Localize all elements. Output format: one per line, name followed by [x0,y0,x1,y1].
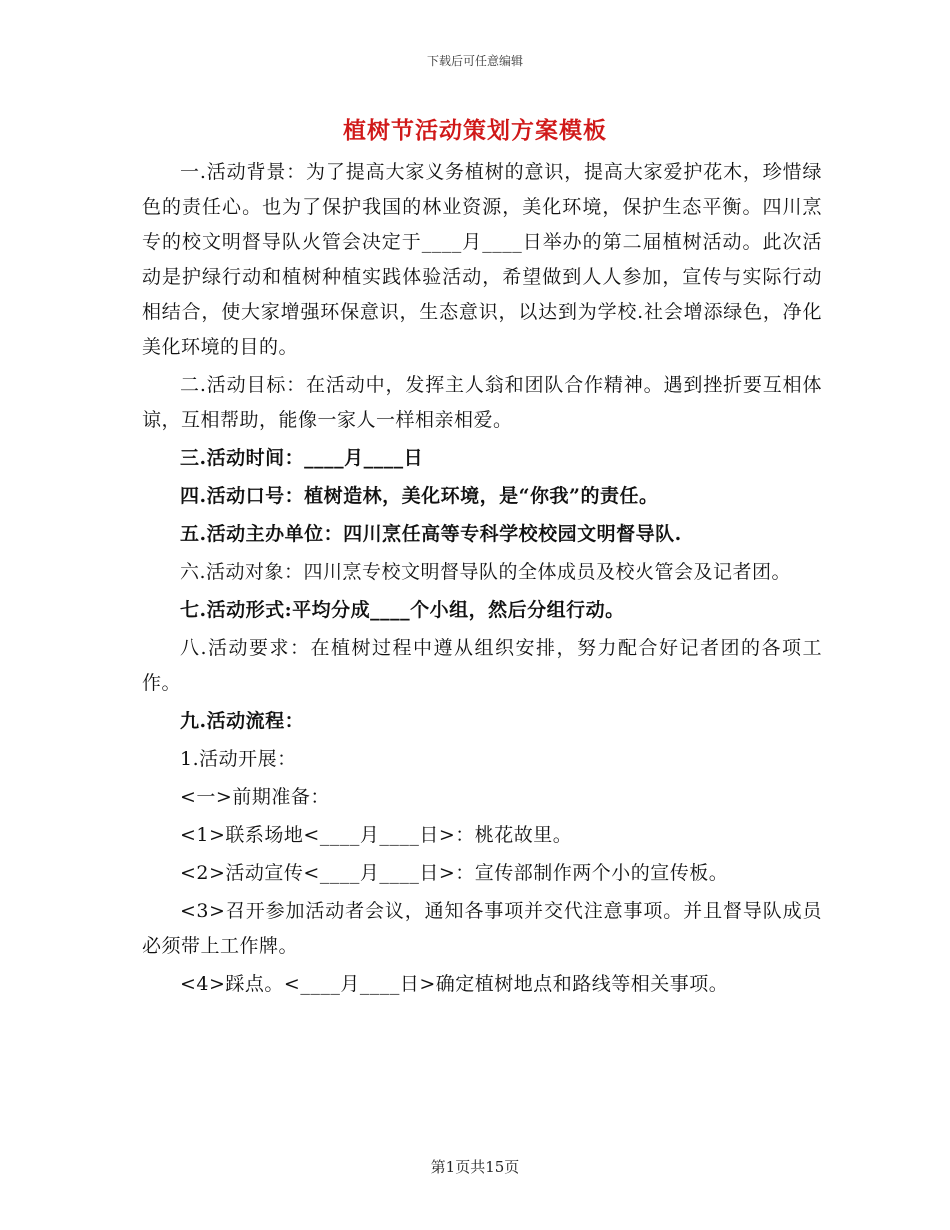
paragraph-item-3: <3>召开参加活动者会议，通知各事项并交代注意事项。并且督导队成员必须带上工作牌。 [142,900,822,957]
document-body [142,155,822,1002]
paragraph-process-heading: 九.活动流程： [180,710,305,732]
paragraph-organizer: 五.活动主办单位：四川烹任高等专科学校校园文明督导队. [180,523,682,545]
paragraph-time: 三.活动时间：____月____日 [180,447,424,469]
page-indicator: 第1页共15页 [430,1158,520,1176]
page-header-note: 下载后可任意编辑 [426,54,523,68]
paragraph-slogan: 四.活动口号：植树造林，美化环境，是“你我”的责任。 [180,485,659,507]
paragraph-item-2: <2>活动宣传<____月____日>：宣传部制作两个小的宣传板。 [180,862,729,884]
paragraph-background: 一.活动背景：为了提高大家义务植树的意识，提高大家爱护花木，珍惜绿色的责任心。也为了保护我国的林业资源，美化环境，保护生态平衡。四川烹专的校文明督导队火管会决定于____月____日举办的第二届植树活动。此次活动是护绿行动和植树种植实践体验活动，希望做到人人参加，宣传与实际行动相结合，使大家增强环保意识，生态意识，以达到为学校.社会增添绿色，净化美化环境的目的。 [142,161,822,358]
paragraph-item-1: <1>联系场地<____月____日>：桃花故里。 [180,824,573,846]
paragraph-goal: 二.活动目标：在活动中，发挥主人翁和团队合作精神。遇到挫折要互相体谅，互相帮助，能像一家人一样相亲相爱。 [142,374,822,431]
paragraph-requirements: 八.活动要求：在植树过程中遵从组织安排，努力配合好记者团的各项工作。 [142,637,822,694]
document-title: 植树节活动策划方案模板 [343,117,607,144]
paragraph-item-4: <4>踩点。<____月____日>确定植树地点和路线等相关事项。 [180,973,729,995]
paragraph-process-step-1: 1.活动开展： [180,748,297,770]
paragraph-audience: 六.活动对象：四川烹专校文明督导队的全体成员及校火管会及记者团。 [180,561,792,583]
paragraph-format: 七.活动形式:平均分成____个小组，然后分组行动。 [180,599,625,621]
paragraph-preparation: <一>前期准备： [180,786,330,808]
